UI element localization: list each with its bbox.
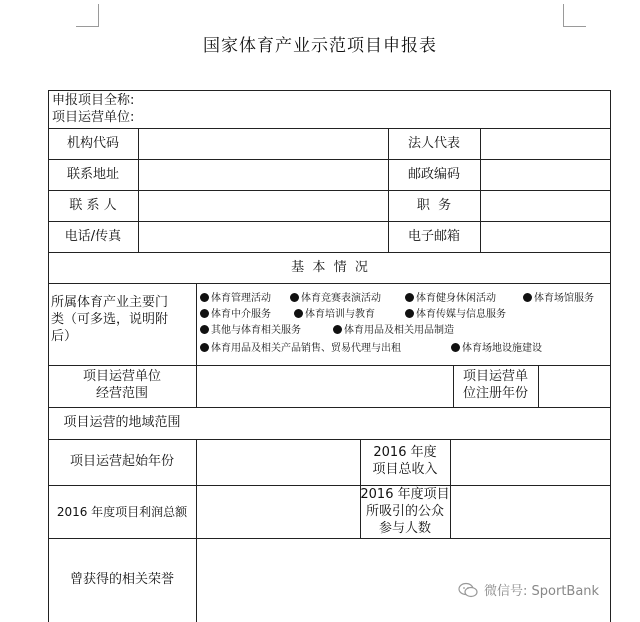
bullet-icon — [451, 343, 460, 352]
operator-scope-label-line1: 项目运营单位 — [82, 368, 161, 384]
operator-scope-label-line2: 经营范围 — [95, 385, 148, 401]
wechat-icon — [458, 582, 478, 598]
bullet-icon — [200, 309, 209, 318]
region-label: 项目运营的地域范围 — [63, 415, 181, 430]
postal-code-label: 邮政编码 — [407, 166, 460, 182]
category-label-line2: 类（可多选，说明附 — [51, 312, 169, 327]
category-label-line1: 所属体育产业主要门 — [51, 295, 169, 310]
profit-label: 2016 年度项目利润总额 — [56, 504, 188, 519]
category-option: 其他与体育相关服务 — [200, 324, 301, 338]
category-option: 体育场地设施建设 — [451, 342, 542, 356]
position-label: 职 务 — [416, 197, 452, 213]
revenue-label-line1: 2016 年度 — [373, 444, 437, 460]
bullet-icon — [294, 309, 303, 318]
bullet-icon — [405, 309, 414, 318]
start-year-label: 项目运营起始年份 — [69, 454, 174, 469]
category-option: 体育培训与教育 — [294, 308, 375, 322]
category-option: 体育中介服务 — [200, 308, 271, 322]
bullet-icon — [200, 343, 209, 352]
address-label: 联系地址 — [66, 166, 119, 182]
basic-info-heading: 基 本 情 况 — [291, 259, 368, 275]
reg-year-label-line1: 项目运营单 — [462, 368, 528, 384]
legal-rep-label: 法人代表 — [407, 135, 460, 151]
category-option: 体育管理活动 — [200, 292, 271, 306]
project-full-name-label: 申报项目全称: — [52, 92, 135, 108]
bullet-icon — [405, 293, 414, 302]
page-title: 国家体育产业示范项目申报表 — [203, 36, 437, 56]
category-option: 体育场馆服务 — [523, 292, 594, 306]
bullet-icon — [200, 293, 209, 302]
email-label: 电子邮箱 — [407, 228, 460, 244]
audience-label-line2: 所吸引的公众 — [365, 503, 444, 519]
reg-year-label-line2: 位注册年份 — [462, 385, 528, 401]
category-label-line3: 后） — [51, 329, 78, 344]
bullet-icon — [523, 293, 532, 302]
audience-label-line3: 参与人数 — [378, 520, 431, 536]
wechat-watermark — [458, 580, 599, 599]
audience-label-line1: 2016 年度项目 — [360, 486, 450, 502]
org-code-label: 机构代码 — [66, 135, 119, 151]
contact-label: 联 系 人 — [69, 197, 117, 213]
bullet-icon — [290, 293, 299, 302]
category-option: 体育健身休闲活动 — [405, 292, 496, 306]
category-option: 体育用品及相关用品制造 — [333, 324, 454, 338]
category-option: 体育竞赛表演活动 — [290, 292, 381, 306]
revenue-label-line2: 项目总收入 — [372, 461, 438, 477]
watermark-text: 微信号: SportBank — [484, 584, 600, 599]
project-operator-label: 项目运营单位: — [52, 109, 135, 125]
bullet-icon — [200, 325, 209, 334]
bullet-icon — [333, 325, 342, 334]
page-corner-mark-left — [76, 4, 99, 27]
page-corner-mark-right — [563, 4, 586, 27]
application-form-table — [48, 90, 611, 622]
category-option: 体育用品及相关产品销售、贸易代理与出租 — [200, 342, 401, 356]
honors-label: 曾获得的相关荣誉 — [69, 572, 174, 587]
phone-fax-label: 电话/传真 — [64, 228, 122, 244]
category-option: 体育传媒与信息服务 — [405, 308, 506, 322]
